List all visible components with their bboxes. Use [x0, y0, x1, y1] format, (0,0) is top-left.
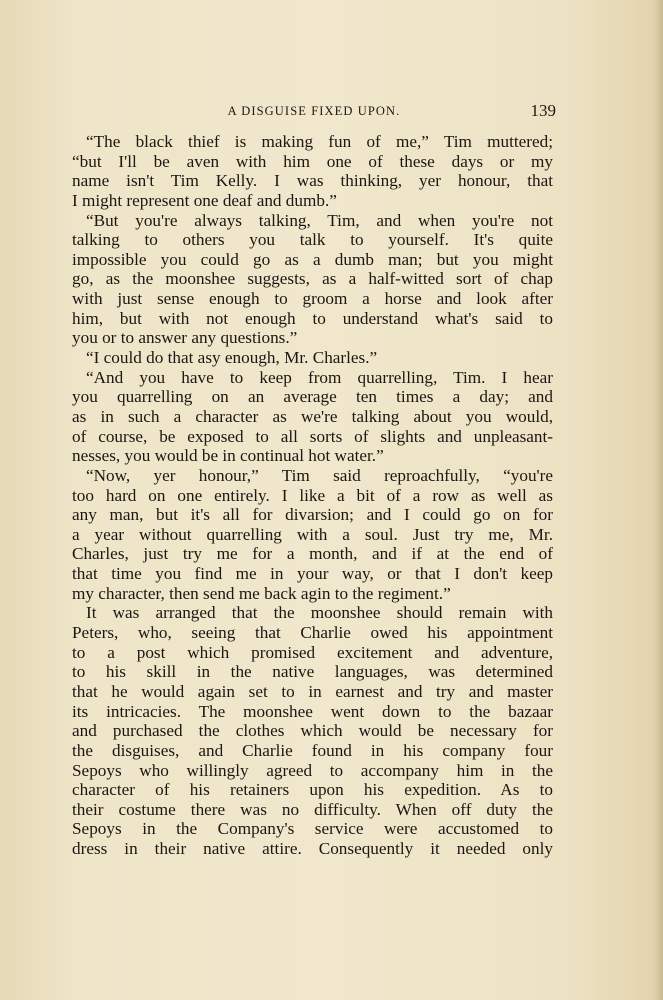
text-line: their costume there was no difficulty. When off duty the	[72, 799, 553, 819]
page-edge-shadow	[653, 0, 663, 1000]
text-line: Sepoys who willingly agreed to accompany him in the	[72, 760, 553, 780]
text-line: that he would again set to in earnest and try and master	[72, 681, 553, 701]
text-line: the disguises, and Charlie found in his company four	[72, 740, 553, 760]
page-number: 139	[530, 101, 556, 120]
text-line: you or to answer any questions.”	[72, 328, 298, 348]
text-line: impossible you could go as a dumb man; but you might	[72, 249, 553, 269]
text-line: It was arranged that the moonshee should remain with	[86, 603, 553, 623]
text-line: “And you have to keep from quarrelling, Tim. I hear	[86, 367, 553, 387]
text-line: and purchased the clothes which would be necessary for	[72, 721, 553, 741]
text-line: to his skill in the native languages, was determined	[72, 662, 553, 682]
text-line: talking to others you talk to yourself. It's quite	[72, 230, 553, 250]
running-head	[72, 101, 556, 123]
text-line: of course, be exposed to all sorts of slights and unpleasant-	[72, 426, 553, 446]
text-line: that time you find me in your way, or that I don't keep	[72, 564, 553, 584]
text-line: with just sense enough to groom a horse and look after	[72, 289, 553, 309]
text-line: “But you're always talking, Tim, and when you're not	[86, 210, 553, 230]
text-line: character of his retainers upon his expedition. As to	[72, 780, 553, 800]
body-text	[72, 132, 553, 859]
text-line: “I could do that asy enough, Mr. Charles.”	[86, 348, 378, 368]
text-line: name isn't Tim Kelly. I was thinking, yer honour, that	[72, 171, 553, 191]
text-line: Sepoys in the Company's service were accustomed to	[72, 819, 553, 839]
text-line: “but I'll be aven with him one of these days or my	[72, 151, 553, 171]
text-line: him, but with not enough to understand what's said to	[72, 308, 553, 328]
text-line: my character, then send me back agin to the regiment.”	[72, 583, 451, 603]
text-line: I might represent one deaf and dumb.”	[72, 190, 337, 210]
text-line: its intricacies. The moonshee went down to the bazaar	[72, 701, 553, 721]
text-line: “Now, yer honour,” Tim said reproachfully, “you're	[86, 465, 553, 485]
text-line: to a post which promised excitement and adventure,	[72, 642, 553, 662]
text-line: Charles, just try me for a month, and if at the end of	[72, 544, 553, 564]
text-line: go, as the moonshee suggests, as a half-witted sort of chap	[72, 269, 553, 289]
text-line: you quarrelling on an average ten times a day; and	[72, 387, 553, 407]
text-line: nesses, you would be in continual hot water.”	[72, 446, 384, 466]
running-title: A DISGUISE FIXED UPON.	[227, 104, 401, 118]
text-line: a year without quarrelling with a soul. Just try me, Mr.	[72, 524, 553, 544]
text-line: dress in their native attire. Consequently it needed only	[72, 839, 553, 859]
text-line: too hard on one entirely. I like a bit of a row as well as	[72, 485, 553, 505]
text-line: any man, but it's all for divarsion; and I could go on for	[72, 505, 553, 525]
text-line: Peters, who, seeing that Charlie owed his appointment	[72, 623, 553, 643]
text-line: “The black thief is making fun of me,” Tim muttered;	[86, 132, 553, 151]
text-line: as in such a character as we're talking about you would,	[72, 406, 553, 426]
